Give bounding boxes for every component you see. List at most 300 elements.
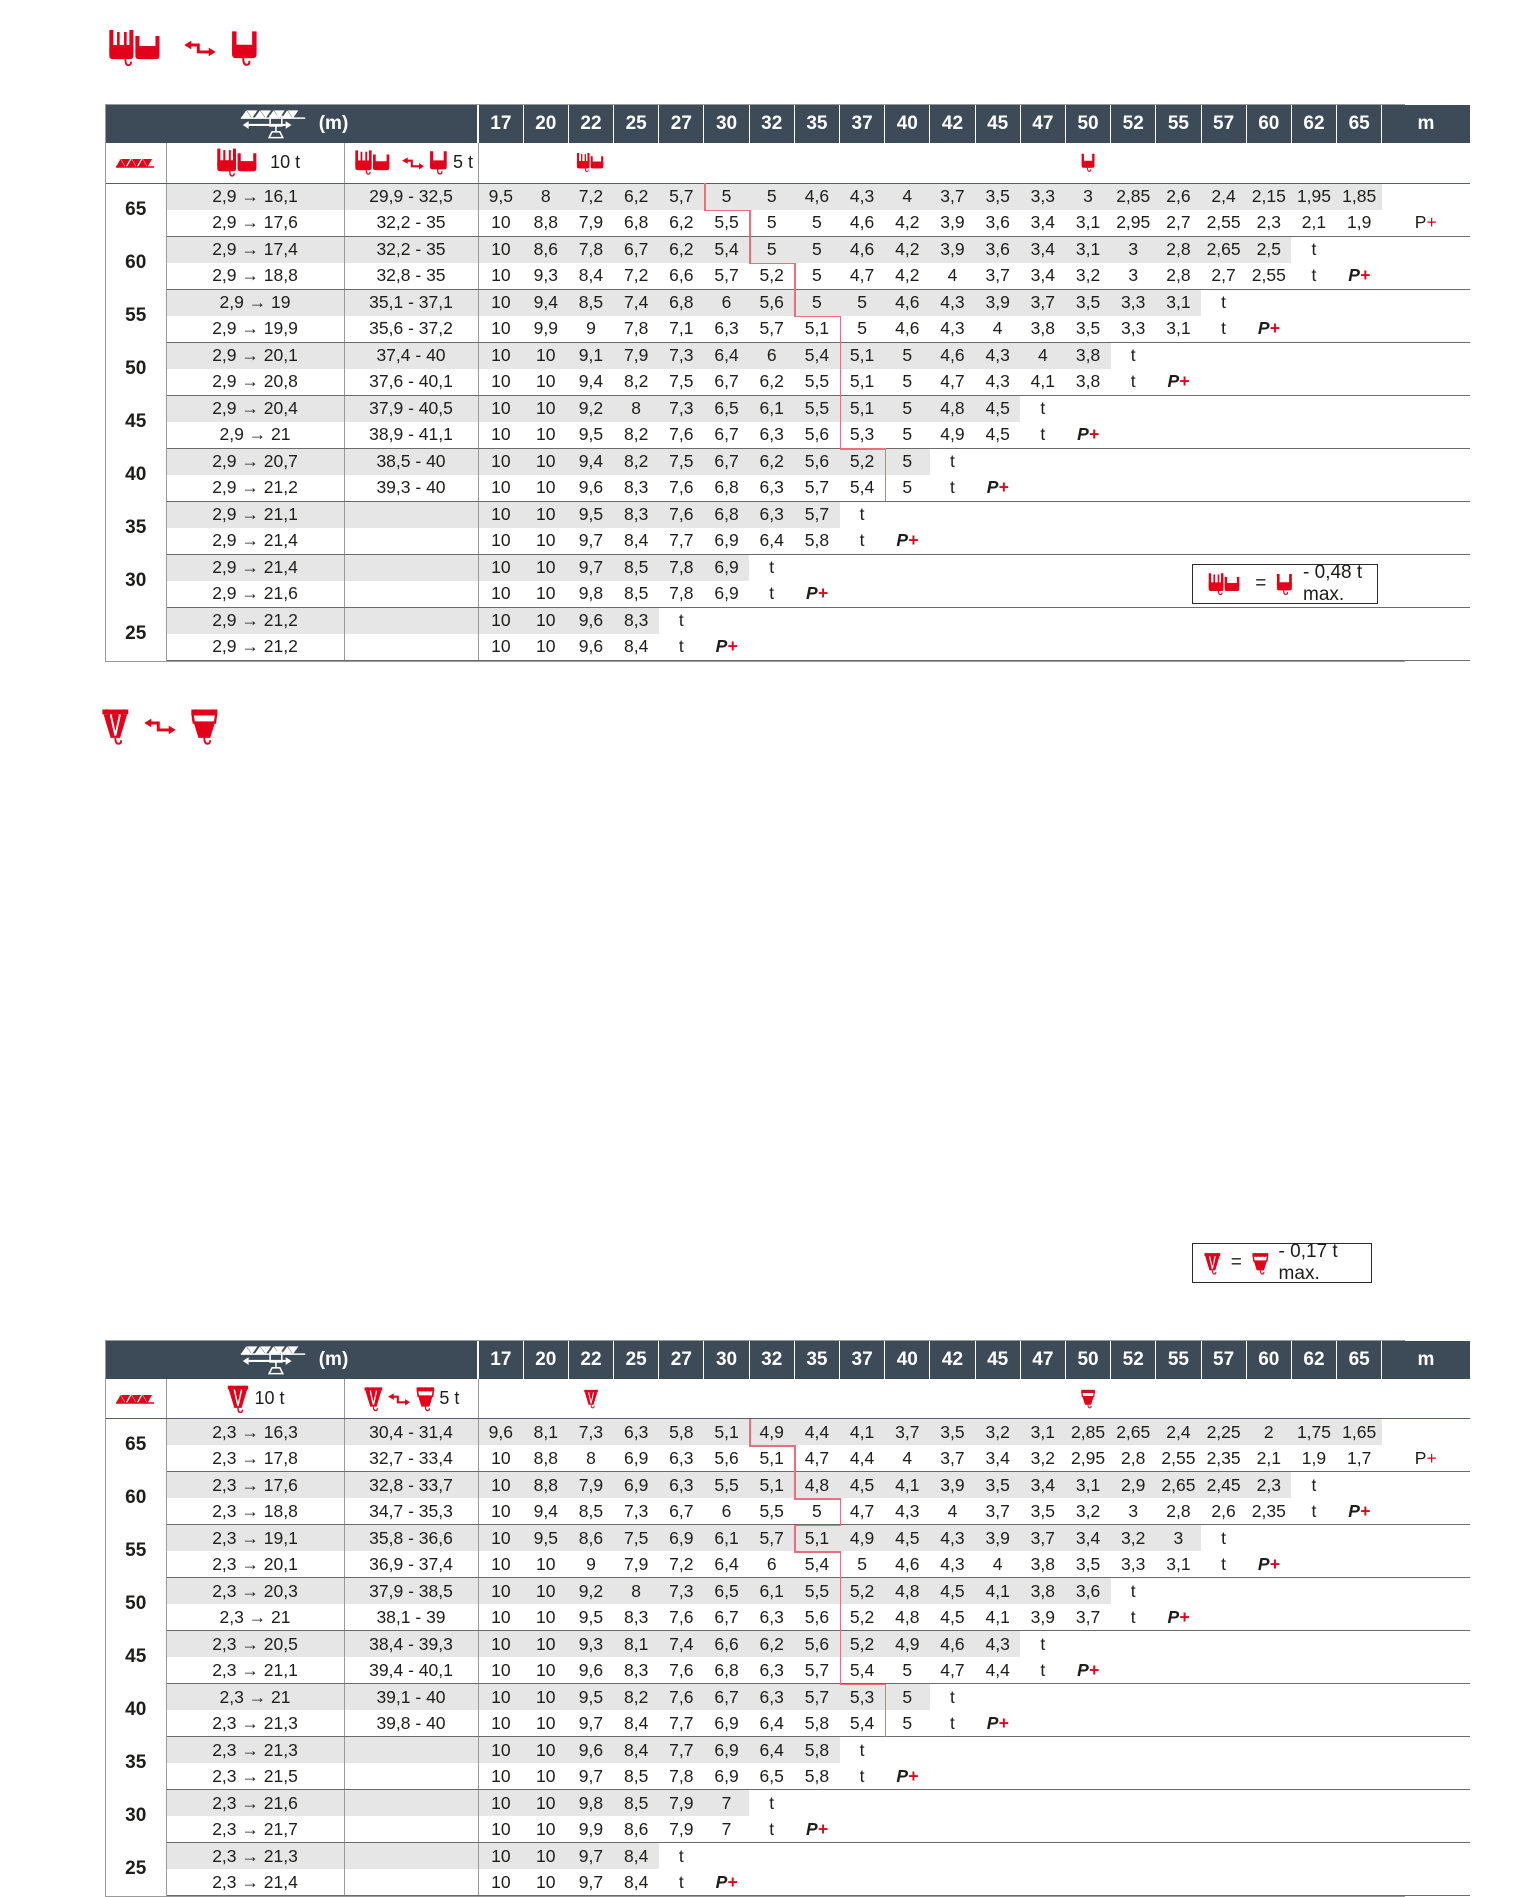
capacity-value: 2,55 [1156, 1445, 1201, 1472]
capacity-value: 5,1 [840, 342, 885, 369]
table-row [106, 342, 1470, 369]
table-row [106, 316, 1470, 343]
capacity-value: 5,7 [749, 316, 794, 343]
capacity-value: 9,9 [568, 1816, 613, 1843]
radius-column-header-30: 30 [704, 1341, 749, 1379]
capacity-value: 7,6 [659, 501, 704, 528]
capacity-value: 5 [840, 316, 885, 343]
capacity-value: 5,4 [840, 1657, 885, 1684]
capacity-value [1156, 448, 1201, 475]
capacity-value [704, 1843, 749, 1870]
working-radius-range: 2,9 → 20,8 [166, 369, 344, 396]
capacity-value: 9,6 [568, 634, 613, 661]
subheader-marker-40 [885, 143, 930, 183]
capacity-value [1020, 634, 1065, 661]
capacity-value: 10 [478, 316, 523, 343]
capacity-value: 4,7 [930, 1657, 975, 1684]
capacity-value: 6,9 [704, 554, 749, 581]
radius-column-header-20: 20 [523, 105, 568, 143]
capacity-value: 10 [523, 1763, 568, 1790]
section-hookblock-note [1192, 564, 1378, 604]
capacity-value: 5,8 [794, 1737, 839, 1764]
capacity-value: 5,4 [704, 236, 749, 263]
capacity-value: 9,5 [523, 1525, 568, 1552]
capacity-value: 8,4 [614, 634, 659, 661]
subheader-marker-57 [1201, 1379, 1246, 1419]
capacity-value: 5,4 [794, 1551, 839, 1578]
working-radius-range: 2,9 → 20,7 [166, 448, 344, 475]
capacity-value: 10 [478, 501, 523, 528]
radius-column-header-57: 57 [1201, 105, 1246, 143]
capacity-value: 6 [749, 1551, 794, 1578]
capacity-value: 10 [478, 1604, 523, 1631]
working-radius-range: 2,3 → 17,8 [166, 1445, 344, 1472]
capacity-value [1337, 1604, 1382, 1631]
subheader-marker-37 [840, 143, 885, 183]
boom-length-value: 60 [106, 1472, 166, 1525]
capacity-value [1111, 1869, 1156, 1896]
capacity-value [975, 528, 1020, 555]
capacity-value: 2,5 [1246, 236, 1291, 263]
capacity-value: 2,4 [1156, 1419, 1201, 1446]
subheader-marker-47 [1020, 1379, 1065, 1419]
capacity-value [1201, 1684, 1246, 1711]
capacity-unit: t [1020, 1631, 1065, 1658]
capacity-value: 3,1 [1156, 289, 1201, 316]
capacity-value [840, 581, 885, 608]
table-row [106, 1445, 1470, 1472]
capacity-value: 9,2 [568, 395, 613, 422]
capacity-unit [1382, 1657, 1470, 1684]
capacity-value: 4,1 [885, 1472, 930, 1499]
capacity-value: 5,7 [659, 183, 704, 210]
working-radius-range: 2,3 → 19,1 [166, 1525, 344, 1552]
boom-length-value: 55 [106, 289, 166, 342]
jib-offset-range [344, 1790, 478, 1817]
capacity-value: 9,3 [568, 1631, 613, 1658]
capacity-value: 6 [704, 1498, 749, 1525]
capacity-value [1291, 1737, 1336, 1764]
capacity-value: 5 [885, 422, 930, 449]
p-plus-badge: P+ [896, 530, 918, 550]
jib-offset-range: 35,6 - 37,2 [344, 316, 478, 343]
working-radius-range: 2,9 → 20,4 [166, 395, 344, 422]
capacity-value: 1,65 [1337, 1419, 1382, 1446]
capacity-value: 6,4 [704, 342, 749, 369]
capacity-value: 5,6 [704, 1445, 749, 1472]
capacity-value [1111, 554, 1156, 581]
subheader-marker-30 [704, 1379, 749, 1419]
capacity-value [794, 607, 839, 634]
capacity-value [1337, 501, 1382, 528]
capacity-unit [1382, 448, 1470, 475]
capacity-value: 4 [930, 1498, 975, 1525]
capacity-value: 9,6 [568, 475, 613, 502]
capacity-value: 1,95 [1291, 183, 1336, 210]
capacity-value: 3,7 [885, 1419, 930, 1446]
capacity-value: 6,9 [614, 1445, 659, 1472]
capacity-value: 8,6 [614, 1816, 659, 1843]
capacity-value: 9,3 [523, 263, 568, 290]
boom-length-value: 50 [106, 342, 166, 395]
capacity-value: 4,3 [930, 289, 975, 316]
capacity-value: 4,6 [885, 316, 930, 343]
capacity-value [885, 581, 930, 608]
capacity-value: 8,2 [614, 422, 659, 449]
config-boundary-line [840, 448, 887, 450]
capacity-value: 5 [794, 263, 839, 290]
capacity-value: 5 [885, 448, 930, 475]
capacity-value: 9,2 [568, 1578, 613, 1605]
capacity-value [1201, 1657, 1246, 1684]
config-boundary-line [749, 263, 796, 265]
capacity-value [1291, 1816, 1336, 1843]
capacity-value [1065, 634, 1110, 661]
capacity-value: 3,7 [930, 1445, 975, 1472]
capacity-value: 2,6 [1201, 1498, 1246, 1525]
capacity-value: 9,1 [568, 342, 613, 369]
capacity-value [1337, 289, 1382, 316]
jib-offset-range: 39,3 - 40 [344, 475, 478, 502]
subheader-marker-47 [1020, 143, 1065, 183]
capacity-value: 10 [523, 1816, 568, 1843]
capacity-value: 4,8 [794, 1472, 839, 1499]
capacity-value [1337, 1843, 1382, 1870]
capacity-value: 6,5 [749, 1763, 794, 1790]
capacity-value: 10 [478, 528, 523, 555]
capacity-value [1156, 1790, 1201, 1817]
capacity-value: 3,2 [1020, 1445, 1065, 1472]
capacity-value: 5 [885, 369, 930, 396]
capacity-value [885, 554, 930, 581]
jib-offset-range: 32,7 - 33,4 [344, 1445, 478, 1472]
capacity-value: 3,9 [975, 289, 1020, 316]
capacity-value [1065, 1631, 1110, 1658]
capacity-value [1337, 1816, 1382, 1843]
p-plus-cell [1337, 263, 1382, 290]
capacity-value: 5,2 [840, 448, 885, 475]
capacity-value [1201, 1631, 1246, 1658]
capacity-value [1111, 1790, 1156, 1817]
jib-offset-range: 34,7 - 35,3 [344, 1498, 478, 1525]
capacity-unit: t [930, 475, 975, 502]
table-row [106, 475, 1470, 502]
capacity-value: 3,7 [1020, 289, 1065, 316]
capacity-value [1337, 236, 1382, 263]
capacity-value: 8,1 [614, 1631, 659, 1658]
capacity-value: 4,6 [794, 183, 839, 210]
capacity-unit [1382, 236, 1470, 263]
capacity-value [1201, 395, 1246, 422]
capacity-value [1156, 395, 1201, 422]
capacity-value [840, 1843, 885, 1870]
capacity-unit: t [1201, 1525, 1246, 1552]
p-plus-badge: P+ [1415, 1448, 1437, 1468]
config-b-label: 5 t [439, 1388, 459, 1408]
capacity-value [1065, 1684, 1110, 1711]
p-plus-badge: P+ [1348, 265, 1370, 285]
working-radius-range: 2,3 → 21,6 [166, 1790, 344, 1817]
config-boundary-line [840, 369, 842, 396]
capacity-value: 3,4 [1020, 263, 1065, 290]
capacity-unit: t [840, 528, 885, 555]
capacity-value: 5,1 [749, 1445, 794, 1472]
capacity-value: 6,9 [659, 1525, 704, 1552]
config-boundary-line [794, 1525, 841, 1527]
radius-column-header-60: 60 [1246, 1341, 1291, 1379]
capacity-value: 5,1 [794, 316, 839, 343]
capacity-value: 10 [478, 607, 523, 634]
radius-column-header-35: 35 [794, 1341, 839, 1379]
capacity-value: 6,3 [749, 1684, 794, 1711]
working-radius-range: 2,3 → 21,3 [166, 1737, 344, 1764]
radius-column-header-17: 17 [478, 105, 523, 143]
capacity-value: 9,7 [568, 528, 613, 555]
capacity-value [1156, 1710, 1201, 1737]
capacity-unit [1382, 1710, 1470, 1737]
boom-length-value: 25 [106, 1843, 166, 1896]
capacity-value: 4,2 [885, 263, 930, 290]
capacity-value [885, 501, 930, 528]
jib-offset-range [344, 554, 478, 581]
capacity-value: 4,7 [794, 1445, 839, 1472]
radius-column-header-37: 37 [840, 1341, 885, 1379]
capacity-value: 3,4 [1020, 236, 1065, 263]
table-row [106, 1790, 1470, 1817]
capacity-value [1111, 422, 1156, 449]
capacity-unit [1382, 369, 1470, 396]
capacity-value [1156, 1763, 1201, 1790]
working-radius-range: 2,9 → 21,2 [166, 634, 344, 661]
capacity-value: 5,2 [840, 1604, 885, 1631]
jib-offset-range: 39,4 - 40,1 [344, 1657, 478, 1684]
capacity-value [1246, 1816, 1291, 1843]
config-a-header [166, 143, 344, 183]
jib-offset-range: 32,2 - 35 [344, 210, 478, 237]
capacity-value: 4,6 [930, 342, 975, 369]
boom-length-value: 50 [106, 1578, 166, 1631]
capacity-value [1111, 1843, 1156, 1870]
capacity-value: 10 [523, 369, 568, 396]
subheader-marker-37 [840, 1379, 885, 1419]
capacity-value: 4,1 [1020, 369, 1065, 396]
capacity-value [1291, 342, 1336, 369]
working-radius-range: 2,9 → 21,1 [166, 501, 344, 528]
capacity-value [1337, 1472, 1382, 1499]
capacity-value: 10 [478, 1684, 523, 1711]
capacity-value: 6,3 [749, 501, 794, 528]
radius-column-header-55: 55 [1156, 105, 1201, 143]
capacity-value [1065, 1843, 1110, 1870]
capacity-value: 7,9 [659, 1790, 704, 1817]
config-boundary-line [794, 1472, 796, 1499]
capacity-unit [1382, 1604, 1470, 1631]
capacity-value [975, 1816, 1020, 1843]
capacity-value: 5,8 [794, 1763, 839, 1790]
capacity-value: 5 [885, 1710, 930, 1737]
unit-column-header: m [1382, 1341, 1470, 1379]
subheader-marker-65 [1337, 143, 1382, 183]
capacity-unit [1382, 1472, 1470, 1499]
capacity-value: 3,1 [1020, 1419, 1065, 1446]
capacity-value: 1,7 [1337, 1445, 1382, 1472]
capacity-value: 4,9 [749, 1419, 794, 1446]
capacity-value [1020, 607, 1065, 634]
capacity-value [930, 607, 975, 634]
capacity-value [1337, 1737, 1382, 1764]
capacity-value: 8,4 [614, 1843, 659, 1870]
p-plus-cell [975, 1710, 1020, 1737]
capacity-value: 8,4 [614, 1737, 659, 1764]
p-plus-badge: P+ [1167, 371, 1189, 391]
capacity-value: 3,3 [1111, 316, 1156, 343]
capacity-value: 3,8 [1065, 342, 1110, 369]
table-row [106, 1763, 1470, 1790]
capacity-value [1020, 1790, 1065, 1817]
jib-offset-range: 38,4 - 39,3 [344, 1631, 478, 1658]
capacity-value [840, 607, 885, 634]
capacity-unit [1382, 1498, 1470, 1525]
capacity-unit [1382, 1869, 1470, 1896]
capacity-value [1337, 475, 1382, 502]
p-plus-cell [1156, 369, 1201, 396]
jib-offset-range [344, 581, 478, 608]
capacity-value: 6,2 [749, 369, 794, 396]
boom-length-header [106, 105, 478, 143]
capacity-value: 2,65 [1156, 1472, 1201, 1499]
config-boundary-line [840, 1631, 842, 1658]
capacity-value: 5 [885, 1684, 930, 1711]
capacity-value: 10 [523, 581, 568, 608]
capacity-value: 8 [523, 183, 568, 210]
capacity-value [1111, 634, 1156, 661]
capacity-value: 2,95 [1065, 1445, 1110, 1472]
capacity-value [1337, 1525, 1382, 1552]
capacity-value: 3 [1065, 183, 1110, 210]
capacity-unit [1382, 528, 1470, 555]
capacity-value: 3,4 [1065, 1525, 1110, 1552]
radius-column-header-30: 30 [704, 105, 749, 143]
subheader-marker-27 [659, 143, 704, 183]
capacity-value: 3,7 [1065, 1604, 1110, 1631]
capacity-value [1156, 607, 1201, 634]
capacity-value: 8,2 [614, 1684, 659, 1711]
radius-column-header-57: 57 [1201, 1341, 1246, 1379]
working-radius-range: 2,3 → 21 [166, 1604, 344, 1631]
capacity-value: 10 [478, 289, 523, 316]
capacity-value: 5 [840, 289, 885, 316]
working-radius-range: 2,9 → 18,8 [166, 263, 344, 290]
table-row [106, 448, 1470, 475]
capacity-value [1246, 634, 1291, 661]
capacity-value [1337, 316, 1382, 343]
capacity-value: 7,8 [568, 236, 613, 263]
capacity-value: 3,6 [975, 210, 1020, 237]
capacity-value: 5,8 [794, 1710, 839, 1737]
capacity-value: 4,7 [840, 263, 885, 290]
capacity-value [1337, 395, 1382, 422]
capacity-value: 9,4 [568, 369, 613, 396]
table-row [106, 289, 1470, 316]
capacity-value [1337, 1578, 1382, 1605]
capacity-value [885, 1816, 930, 1843]
table-row [106, 369, 1470, 396]
radius-column-header-25: 25 [614, 105, 659, 143]
capacity-unit [1382, 1684, 1470, 1711]
capacity-value: 3,2 [1111, 1525, 1156, 1552]
capacity-unit: t [1020, 395, 1065, 422]
capacity-unit: t [1111, 1578, 1156, 1605]
config-boundary-line [794, 316, 841, 318]
capacity-value: 2,1 [1291, 210, 1336, 237]
capacity-value: 2,65 [1201, 236, 1246, 263]
capacity-value: 10 [478, 581, 523, 608]
jib-offset-range: 37,4 - 40 [344, 342, 478, 369]
capacity-value: 10 [478, 448, 523, 475]
boom-length-header [106, 1341, 478, 1379]
subheader-marker-30 [704, 143, 749, 183]
subheader-marker-62 [1291, 1379, 1336, 1419]
capacity-value: 7,7 [659, 1710, 704, 1737]
capacity-value: 10 [478, 1843, 523, 1870]
table-row [106, 183, 1470, 210]
p-plus-cell [1337, 1498, 1382, 1525]
capacity-value: 7,3 [659, 342, 704, 369]
capacity-value: 8,3 [614, 501, 659, 528]
config-boundary-line [794, 289, 796, 316]
capacity-value: 10 [523, 501, 568, 528]
capacity-value [1065, 475, 1110, 502]
capacity-value [1065, 1763, 1110, 1790]
capacity-unit: t [1291, 263, 1336, 290]
capacity-value [840, 554, 885, 581]
capacity-value [1156, 634, 1201, 661]
capacity-value: 5,3 [840, 422, 885, 449]
capacity-value: 5,5 [794, 1578, 839, 1605]
p-plus-badge: P+ [716, 636, 738, 656]
capacity-value: 3,9 [930, 210, 975, 237]
capacity-unit [1382, 1419, 1470, 1446]
capacity-value: 2,65 [1111, 1419, 1156, 1446]
capacity-value: 7,7 [659, 528, 704, 555]
capacity-value: 3,8 [1020, 316, 1065, 343]
capacity-unit: t [1111, 1604, 1156, 1631]
section-grab-grid [106, 1341, 1470, 1897]
capacity-value [1337, 1790, 1382, 1817]
table-row [106, 1578, 1470, 1605]
capacity-value [1291, 528, 1336, 555]
capacity-value [1246, 1843, 1291, 1870]
capacity-value [1337, 1684, 1382, 1711]
capacity-value: 5,6 [749, 289, 794, 316]
config-boundary-line [840, 1604, 842, 1631]
capacity-value: 1,75 [1291, 1419, 1336, 1446]
config-boundary-line [704, 183, 706, 210]
capacity-value [1201, 1869, 1246, 1896]
capacity-value: 2,1 [1246, 1445, 1291, 1472]
capacity-value: 4 [930, 263, 975, 290]
capacity-value: 8,4 [614, 1869, 659, 1896]
config-a-header [166, 1379, 344, 1419]
capacity-value: 8,2 [614, 448, 659, 475]
capacity-value: 5 [749, 210, 794, 237]
capacity-value: 3,9 [1020, 1604, 1065, 1631]
capacity-value [749, 634, 794, 661]
capacity-value: 6,9 [704, 528, 749, 555]
jib-offset-range: 32,8 - 35 [344, 263, 478, 290]
capacity-value: 2,85 [1065, 1419, 1110, 1446]
capacity-value: 3,5 [975, 1472, 1020, 1499]
